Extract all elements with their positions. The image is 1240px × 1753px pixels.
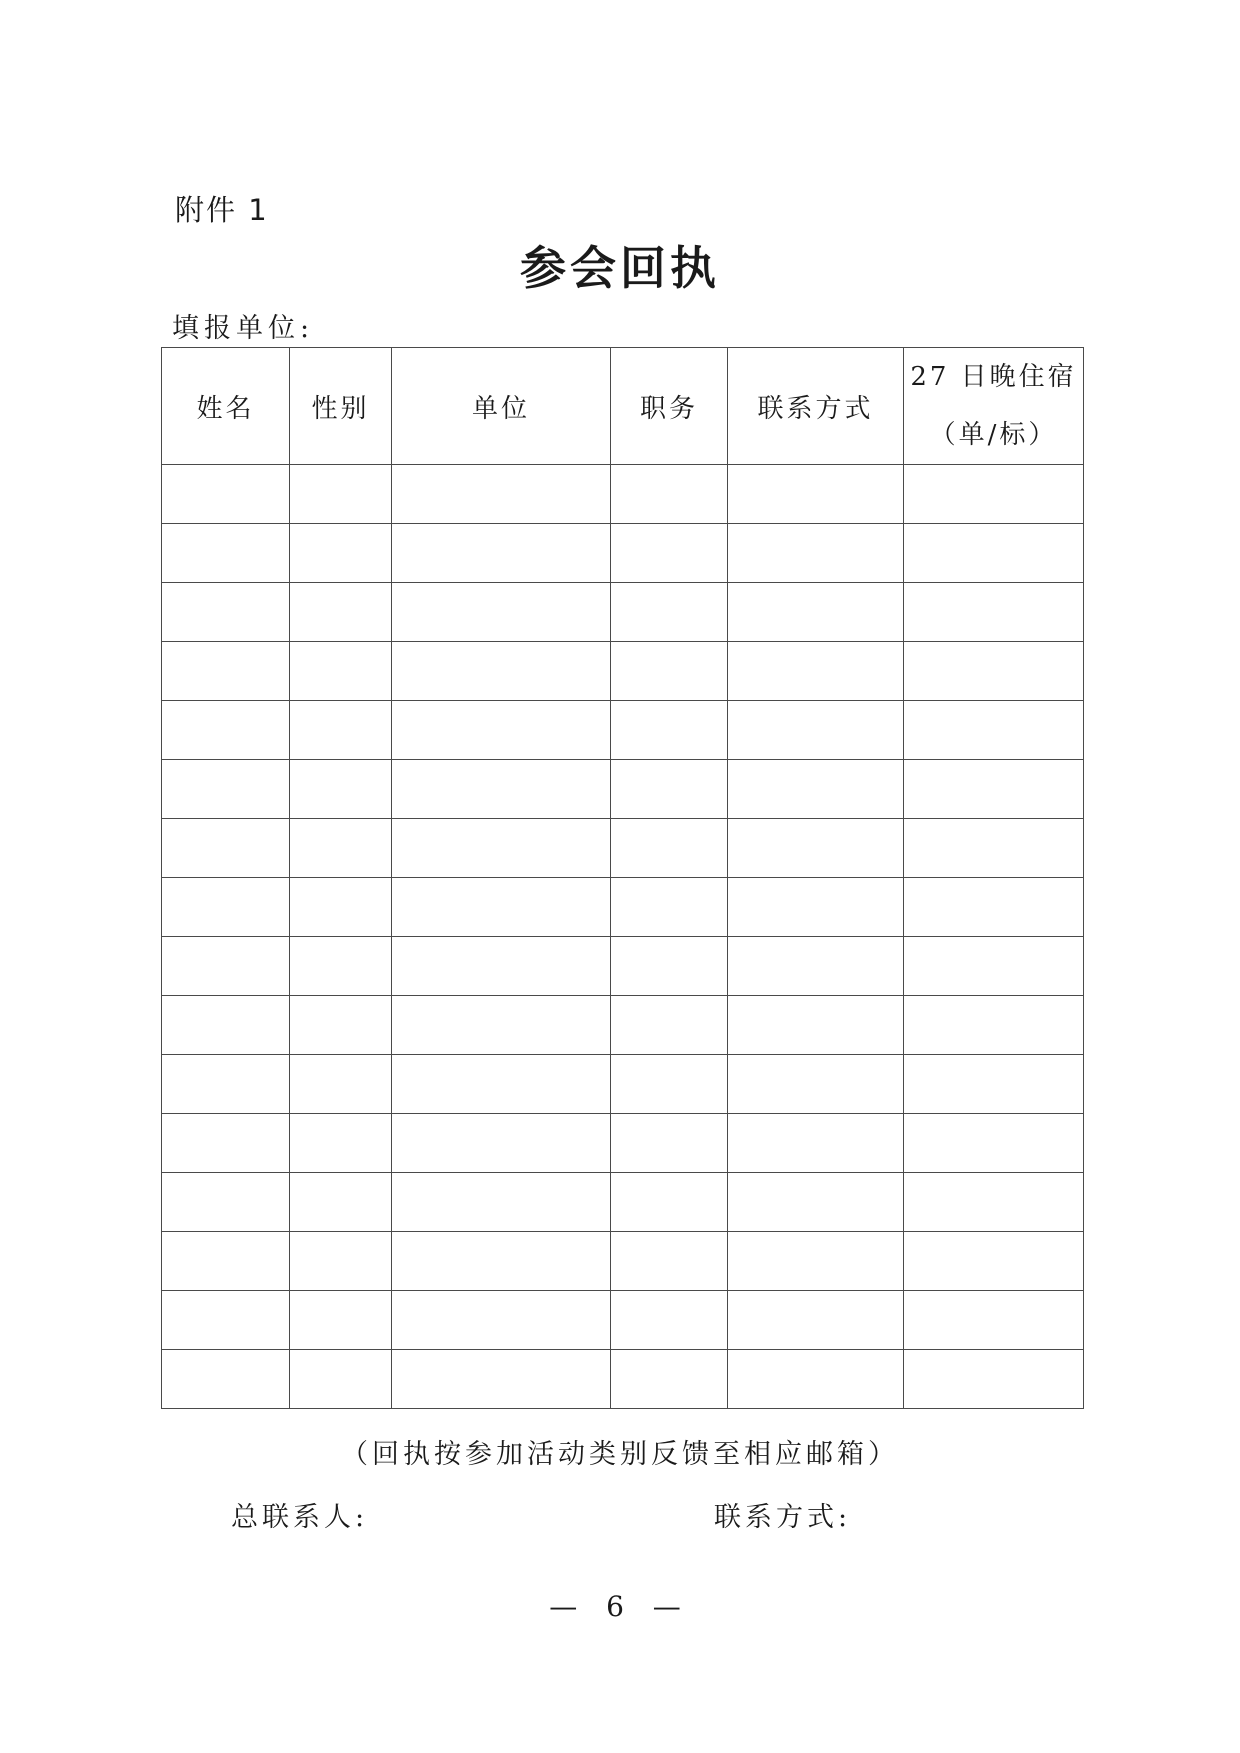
table-cell[interactable] (728, 1350, 904, 1409)
table-row (162, 465, 1084, 524)
table-cell[interactable] (904, 1232, 1084, 1291)
table-row (162, 996, 1084, 1055)
table-cell[interactable] (728, 1173, 904, 1232)
table-cell[interactable] (611, 1173, 728, 1232)
filler-unit-label: 填报单位: (172, 313, 315, 344)
table-cell[interactable] (162, 1055, 290, 1114)
table-cell[interactable] (392, 465, 611, 524)
table-cell[interactable] (290, 1114, 392, 1173)
table-cell[interactable] (611, 1114, 728, 1173)
table-row (162, 1350, 1084, 1409)
table-row (162, 937, 1084, 996)
table-row (162, 1291, 1084, 1350)
table-cell[interactable] (392, 760, 611, 819)
table-cell[interactable] (290, 819, 392, 878)
table-cell[interactable] (162, 642, 290, 701)
table-cell[interactable] (904, 1350, 1084, 1409)
table-cell[interactable] (392, 1173, 611, 1232)
page-number: — 6 — (549, 1590, 691, 1623)
header-lodging (904, 348, 1084, 465)
table-cell[interactable] (904, 1173, 1084, 1232)
table-cell[interactable] (904, 524, 1084, 583)
table-cell[interactable] (290, 1350, 392, 1409)
table-cell[interactable] (290, 760, 392, 819)
header-gender: 性别 (290, 348, 392, 465)
table-cell[interactable] (290, 1291, 392, 1350)
header-position: 职务 (611, 348, 728, 465)
table-cell[interactable] (728, 1055, 904, 1114)
table-cell[interactable] (162, 996, 290, 1055)
table-cell[interactable] (392, 1232, 611, 1291)
table-cell[interactable] (162, 465, 290, 524)
table-cell[interactable] (611, 1291, 728, 1350)
header-unit: 单位 (392, 348, 611, 465)
table-cell[interactable] (392, 524, 611, 583)
header-lodging-line2: （单/标） (929, 420, 1058, 450)
table-cell[interactable] (728, 819, 904, 878)
table-cell[interactable] (290, 996, 392, 1055)
table-cell[interactable] (611, 937, 728, 996)
table-cell[interactable] (611, 1055, 728, 1114)
table-cell[interactable] (162, 1173, 290, 1232)
table-cell[interactable] (728, 583, 904, 642)
table-cell[interactable] (904, 1114, 1084, 1173)
table-cell[interactable] (162, 760, 290, 819)
table-cell[interactable] (728, 878, 904, 937)
table-row (162, 1114, 1084, 1173)
table-cell[interactable] (611, 1232, 728, 1291)
table-row (162, 524, 1084, 583)
table-cell[interactable] (904, 465, 1084, 524)
header-contact: 联系方式 (728, 348, 904, 465)
table-cell[interactable] (290, 1173, 392, 1232)
attachment-label: 附件 1 (175, 193, 269, 227)
table-cell[interactable] (392, 996, 611, 1055)
table-cell[interactable] (728, 1291, 904, 1350)
table-row (162, 819, 1084, 878)
table-cell[interactable] (904, 642, 1084, 701)
table-cell[interactable] (162, 878, 290, 937)
table-row (162, 583, 1084, 642)
table-cell[interactable] (611, 1350, 728, 1409)
header-lodging-line1: 27 日晚住宿 (910, 362, 1077, 392)
table-cell[interactable] (290, 1232, 392, 1291)
table-cell[interactable] (611, 819, 728, 878)
table-cell[interactable] (162, 1114, 290, 1173)
contact-person-label: 总联系人: (231, 1502, 369, 1533)
table-cell[interactable] (728, 1114, 904, 1173)
table-cell[interactable] (904, 819, 1084, 878)
table-cell[interactable] (392, 937, 611, 996)
table-cell[interactable] (728, 701, 904, 760)
table-cell[interactable] (392, 878, 611, 937)
table-cell[interactable] (728, 937, 904, 996)
table-cell[interactable] (162, 583, 290, 642)
table-cell[interactable] (162, 524, 290, 583)
table-cell[interactable] (611, 583, 728, 642)
table-cell[interactable] (904, 1291, 1084, 1350)
table-cell[interactable] (611, 996, 728, 1055)
table-cell[interactable] (904, 760, 1084, 819)
table-cell[interactable] (290, 1055, 392, 1114)
table-cell[interactable] (728, 642, 904, 701)
table-cell[interactable] (611, 642, 728, 701)
contact-method-label: 联系方式: (714, 1502, 852, 1533)
table-cell[interactable] (904, 1055, 1084, 1114)
table-cell[interactable] (290, 701, 392, 760)
table-header-row (162, 348, 1084, 465)
table-cell[interactable] (392, 819, 611, 878)
table-cell[interactable] (392, 1291, 611, 1350)
table-cell[interactable] (728, 1232, 904, 1291)
registration-table (161, 347, 1084, 1409)
table-row (162, 878, 1084, 937)
table-cell[interactable] (904, 583, 1084, 642)
table-cell[interactable] (392, 1350, 611, 1409)
document-title: 参会回执 (520, 241, 720, 295)
table-cell[interactable] (611, 760, 728, 819)
table-cell[interactable] (904, 937, 1084, 996)
table-cell[interactable] (904, 996, 1084, 1055)
table-cell[interactable] (904, 878, 1084, 937)
table-cell[interactable] (728, 524, 904, 583)
table-cell[interactable] (392, 583, 611, 642)
table-cell[interactable] (290, 878, 392, 937)
table-row (162, 1173, 1084, 1232)
return-note: （回执按参加活动类别反馈至相应邮箱） (341, 1439, 899, 1470)
table-cell[interactable] (392, 1055, 611, 1114)
table-cell[interactable] (290, 937, 392, 996)
header-name: 姓名 (162, 348, 290, 465)
table-cell[interactable] (392, 642, 611, 701)
table-cell[interactable] (290, 583, 392, 642)
table-cell[interactable] (611, 701, 728, 760)
table-cell[interactable] (728, 760, 904, 819)
table-cell[interactable] (290, 524, 392, 583)
table-cell[interactable] (290, 465, 392, 524)
table-row (162, 1055, 1084, 1114)
table-row (162, 701, 1084, 760)
table-row (162, 760, 1084, 819)
table-cell[interactable] (611, 878, 728, 937)
table-cell[interactable] (290, 642, 392, 701)
table-row (162, 1232, 1084, 1291)
table-cell[interactable] (162, 1232, 290, 1291)
table-cell[interactable] (611, 524, 728, 583)
table-cell[interactable] (392, 1114, 611, 1173)
table-cell[interactable] (728, 465, 904, 524)
table-cell[interactable] (162, 937, 290, 996)
table-cell[interactable] (162, 1350, 290, 1409)
table-cell[interactable] (162, 819, 290, 878)
table-cell[interactable] (728, 996, 904, 1055)
table-row (162, 642, 1084, 701)
table-cell[interactable] (162, 1291, 290, 1350)
table-cell[interactable] (904, 701, 1084, 760)
table-cell[interactable] (611, 465, 728, 524)
table-cell[interactable] (392, 701, 611, 760)
table-cell[interactable] (162, 701, 290, 760)
